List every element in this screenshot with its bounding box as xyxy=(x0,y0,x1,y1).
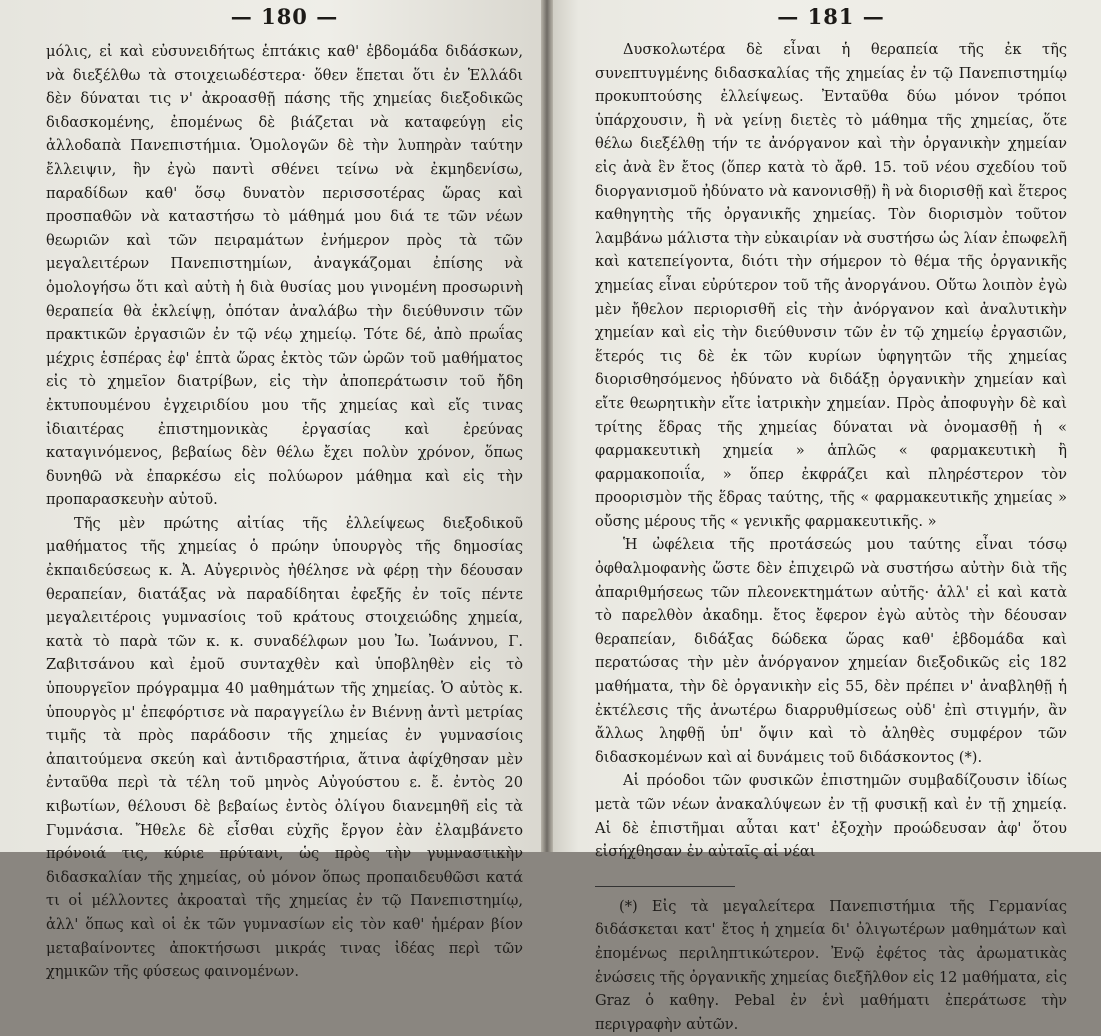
paragraph: Ἡ ὠφέλεια τῆς προτάσεώς μου ταύτης εἶναι τόσῳ ὀφθαλμοφανὴς ὥστε δὲν ἐπιχειρῶ νὰ συστήσω αὐτὴν διὰ τῆς ἀπαριθμήσεως τῶν πλεονεκτημάτων αὐτῆς· ἀλλ' εἰ καὶ κατὰ τὸ παρελθὸν ἀκαδημ. ἔτος ἔφερον ἐγὼ αὐτὸς τὴν δέουσαν θεραπείαν, διδάξας δώδεκα ὥρας καθ' ἑβδομάδα καὶ περατώσας τὴν μὲν ἀνόργανον χημείαν διεξοδικῶς εἰς 182 μαθήματα, τὴν δὲ ὀργανικὴν εἰς 55, δὲν πρέπει ν' ἀναβληθῇ ἡ ἐκτέλεσις τῆς ἀνωτέρω διαρρυθμίσεως οὐδ' ἐπὶ στιγμήν, ἂν ἄλλως ληφθῇ ὑπ' ὄψιν καὶ τὸ ἀληθὲς συμφέρον τῶν διδασκομένων καὶ αἱ δυνάμεις τοῦ διδάσκοντος (*). xyxy=(595,536,1067,766)
book-gutter xyxy=(541,0,553,852)
footnote-divider xyxy=(595,886,735,887)
footnote: (*) Εἰς τὰ μεγαλείτερα Πανεπιστήμια τῆς Γερμανίας διδάσκεται κατ' ἔτος ἡ χημεία δι' ὀλιγωτέρων μαθημάτων καὶ ἐπομένως περιληπτικώτερον. Ἐνῷ ἐφέτος τὰς ἀρωματικὰς ἑνώσεις τῆς ὀργανικῆς χημείας διεξῆλθον εἰς 12 μαθήματα, εἰς Graz ὁ καθηγ. Pebal ἐν ἑνὶ μαθήματι ἐπεράτωσε τὴν περιγραφὴν αὐτῶν. xyxy=(595,897,1067,1033)
paragraph: Δυσκολωτέρα δὲ εἶναι ἡ θεραπεία τῆς ἐκ τῆς συνεπτυγμένης διδασκαλίας τῆς χημείας ἐν τῷ Πανεπιστημίῳ προκυπτούσης ἐλλείψεως. Ἐνταῦθα δύω μόνον τρόποι ὑπάρχουσιν, ἢ νὰ γείνῃ διετὲς τὸ μάθημα τῆς χημείας, ὅτε θέλω διεξέλθῃ τήν τε ἀνόργανον καὶ τὴν ὀργανικὴν χημείαν εἰς ἀνὰ ἓν ἔτος (ὅπερ κατὰ τὸ ἄρθ. 15. τοῦ νέου σχεδίου τοῦ διοργανισμοῦ ἠδύνατο νὰ κανονισθῇ) ἢ νὰ διορισθῇ καὶ ἕτερος καθηγητὴς τῆς ὀργανικῆς χημείας. Τὸν διορισμὸν τοῦτον λαμβάνω μάλιστα τὴν εὐκαιρίαν νὰ συστήσω ὡς λίαν ἐπωφελῆ καὶ κατεπείγοντα, διότι τὴν σήμερον τὸ θέμα τῆς ὀργανικῆς χημείας εἶναι εὐρύτερον τοῦ τῆς ἀνοργάνου. Οὕτω λοιπὸν ἐγὼ μὲν ἤθελον περιορισθῆ εἰς τὴν ἀνόργανον καὶ ἀναλυτικὴν χημείαν καὶ εἰς τὴν διεύθυνσιν τῶν ἐν τῷ χημείῳ ἐργασιῶν, ἕτερός τις δὲ ἐκ τῶν κυρίων ὑφηγητῶν τῆς χημείας διορισθησόμενος ἠδύνατο νὰ διδάξῃ ὀργανικὴν χημείαν καὶ εἴτε θεωρητικὴν εἴτε ἰατρικὴν χημείαν. Πρὸς ἀποφυγὴν δὲ καὶ τρίτης ἕδρας τῆς χημείας δύναται νὰ ὀνομασθῇ ἡ « φαρμακευτικὴ χημεία » ἁπλῶς « φαρμακευτικὴ ἢ φαρμακοποιΐα, » ὅπερ ἐκφράζει καὶ πληρέστερον τὸν προορισμὸν τῆς ἕδρας ταύτης, τῆς « φαρμακευτικῆς χημείας » οὔσης μέρους τῆς « γενικῆς φαρμακευτικῆς. » xyxy=(595,41,1067,530)
paragraph: μόλις, εἰ καὶ εὐσυνειδήτως ἑπτάκις καθ' ἑβδομάδα διδάσκων, νὰ διεξέλθω τὰ στοιχειωδέστερα· ὅθεν ἕπεται ὅτι ἐν Ἑλλάδι δὲν δύναται τις ν' ἀκροασθῇ πάσης τῆς χημείας διεξοδικῶς διδασκομένης, ἐπομένως δὲ βιάζεται νὰ καταφεύγῃ εἰς ἀλλοδαπὰ Πανεπιστήμια. Ὁμολογῶν δὲ τὴν λυπηρὰν ταύτην ἔλλειψιν, ἣν ἐγὼ παντὶ σθένει τείνω νὰ ἐκμηδενίσω, παραδίδων καθ' ὅσῳ δυνατὸν περισσοτέρας ὥρας καὶ προσπαθῶν νὰ καταστήσω τὸ μάθημά μου διά τε τῶν νέων θεωριῶν καὶ τῶν πειραμάτων ἐνήμερον πρὸς τὰ τῶν μεγαλειτέρων Πανεπιστημίων, ἀναγκάζομαι ἐπίσης νὰ ὁμολογήσω ὅτι καὶ αὐτὴ ἡ διὰ θυσίας μου γινομένη προσωρινὴ θεραπεία θὰ ἐκλείψῃ, ὁπόταν ἀναλάβω τὴν διεύθυνσιν τῶν πρακτικῶν ἐργασιῶν ἐν τῷ νέῳ χημείῳ. Τότε δέ, ἀπὸ πρωΐας μέχρις ἑσπέρας ἐφ' ἑπτὰ ὥρας ἐκτὸς τῶν ὡρῶν τοῦ μαθήματος εἰς τὸ χημεῖον διατρίβων, εἰς τὴν ἀποπεράτωσιν τοῦ ἤδη ἐκτυπουμένου ἐγχειριδίου μου τῆς χημείας καὶ εἴς τινας ἰδιαιτέρας ἐπιστημονικὰς ἐργασίας καὶ ἐρεύνας καταγινόμενος, βεβαίως δὲν θέλω ἔχει πολὺν χρόνον, ὅπως δυνηθῶ νὰ ἐπαρκέσω εἰς πολύωρον μάθημα καὶ εἰς τὴν προπαρασκευὴν αὐτοῦ. xyxy=(46,43,523,509)
page-number: — 180 — xyxy=(230,4,339,29)
page-body xyxy=(46,40,523,984)
left-page xyxy=(0,0,545,981)
page-body xyxy=(595,38,1067,1036)
paragraph: Αἱ πρόοδοι τῶν φυσικῶν ἐπιστημῶν συμβαδίζουσιν ἰδίως μετὰ τῶν νέων ἀνακαλύψεων ἐν τῇ φυσικῇ καὶ ἐν τῇ χημείᾳ. Αἱ δὲ ἐπιστῆμαι αὗται κατ' ἐξοχὴν προώδευσαν ἀφ' ὅτου εἰσήχθησαν ἐν αὐταῖς αἱ νέαι xyxy=(595,772,1067,861)
page-number: — 181 — xyxy=(777,4,885,29)
paragraph: Τῆς μὲν πρώτης αἰτίας τῆς ἐλλείψεως διεξοδικοῦ μαθήματος τῆς χημείας ὁ πρώην ὑπουργὸς τῆς δημοσίας ἐκπαιδεύσεως κ. Ἀ. Αὐγερινὸς ἠθέλησε νὰ φέρῃ τὴν δέουσαν θεραπείαν, διατάξας νὰ παραδίδηται ἐφεξῆς ἐν τοῖς πέντε μεγαλειτέροις γυμνασίοις τοῦ κράτους στοιχειώδης χημεία, κατὰ τὸ παρὰ τῶν κ. κ. συναδέλφων μου Ἰω. Ἰωάννου, Γ. Ζαβιτσάνου καὶ ἐμοῦ συνταχθὲν καὶ ὑποβληθὲν εἰς τὸ ὑπουργεῖον πρόγραμμα 40 μαθημάτων τῆς χημείας. Ὁ αὐτὸς κ. ὑπουργὸς μ' ἐπεφόρτισε νὰ παραγγείλω ἐν Βιέννῃ ἀντὶ μετρίας τιμῆς τὰ πρὸς παράδοσιν τῆς χημείας ἐν γυμνασίοις ἀπαιτούμενα σκεύη καὶ ἀντιδραστήρια, ἅτινα ἀφίχθησαν μὲν ἐνταῦθα περὶ τὰ τέλη τοῦ μηνὸς Αὐγούστου ε. ἔ. ἐντὸς 20 κιβωτίων, θέλουσι δὲ βεβαίως ἐντὸς ὀλίγου διανεμηθῆ εἰς τὰ Γυμνάσια. Ἤθελε δὲ εἶσθαι εὐχῆς ἔργον ἐὰν ἐλαμβάνετο πρόνοιά τις, κύριε πρύτανι, ὡς πρὸς τὴν γυμναστικὴν διδασκαλίαν τῆς χημείας, οὐ μόνον ὅπως προπαιδευθῶσι κατά τι οἱ μέλλοντες ἀκροαταὶ τῆς χημείας ἐν τῷ Πανεπιστημίῳ, ἀλλ' ὅπως καὶ οἱ ἐκ τῶν γυμνασίων εἰς τὸν καθ' ἡμέραν βίον μεταβαίνοντες ἀποκτήσωσι μικράς τινας ἰδέας περὶ τῶν χημικῶν τῆς φύσεως φαινομένων. xyxy=(46,514,523,981)
right-page xyxy=(545,0,1101,1033)
